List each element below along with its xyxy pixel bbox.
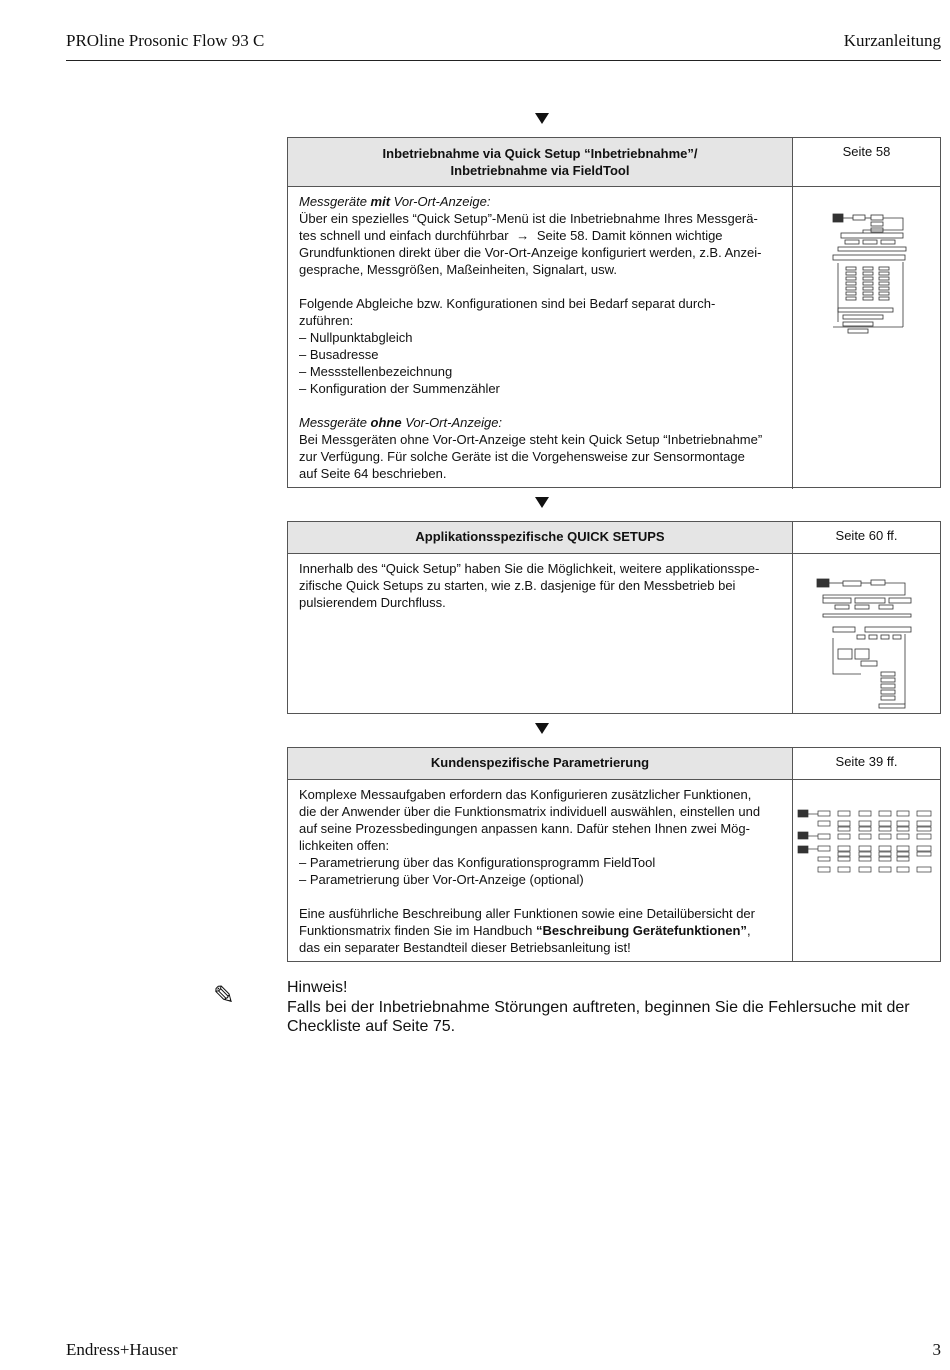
text-line: Eine ausführliche Beschreibung aller Funktionen sowie eine Detailübersicht der — [299, 906, 755, 921]
brand-logo-text: Endress+Hauser — [66, 1340, 178, 1359]
function-matrix-diagram-thumbnail — [793, 780, 940, 962]
text-line: Funktionsmatrix finden Sie im Handbuch “Beschreibung Gerätefunktionen”, — [299, 923, 751, 938]
step-description — [288, 554, 793, 714]
text-line: gesprache, Messgrößen, Maßeinheiten, Signalart, usw. — [299, 262, 617, 277]
step-title — [288, 138, 793, 186]
step-box-application-setups — [287, 521, 941, 714]
list-item: – Konfiguration der Summenzähler — [299, 381, 500, 396]
text-line: das ein separater Bestandteil dieser Betriebsanleitung ist! — [299, 940, 631, 955]
note-text-line: Falls bei der Inbetriebnahme Störungen auftreten, beginnen Sie die Fehlersuche mit der — [287, 998, 910, 1016]
down-arrow-icon — [535, 113, 549, 124]
arrow-right-icon: → — [516, 228, 530, 243]
step-box-commissioning — [287, 137, 941, 488]
step-title-line: Inbetriebnahme via Quick Setup “Inbetriebnahme”/ — [382, 146, 698, 161]
down-arrow-icon — [535, 497, 549, 508]
step-title-line: Inbetriebnahme via FieldTool — [450, 163, 630, 178]
subheading-without-display: Messgeräte ohne Vor-Ort-Anzeige: — [299, 415, 503, 430]
text-line: zur Verfügung. Für solche Geräte ist die Vorgehensweise zur Sensormontage — [299, 449, 745, 464]
application-setup-diagram-thumbnail — [793, 554, 940, 714]
note-title: Hinweis! — [287, 979, 348, 996]
note-text-line: Checkliste auf Seite 75. — [287, 1018, 456, 1035]
text-line: pulsierendem Durchfluss. — [299, 595, 446, 610]
quick-setup-diagram-thumbnail — [793, 187, 940, 489]
document-title: PROline Prosonic Flow 93 C — [66, 31, 265, 50]
page-reference: Seite 58 — [842, 144, 891, 159]
text-line: lichkeiten offen: — [299, 838, 390, 853]
list-item: – Parametrierung über Vor-Ort-Anzeige (optional) — [299, 872, 584, 887]
text-line: Folgende Abgleiche bzw. Konfigurationen sind bei Bedarf separat durch- — [299, 296, 716, 311]
pencil-icon: ✎ — [213, 980, 235, 1010]
list-item: – Messstellenbezeichnung — [299, 364, 453, 379]
subheading-with-display: Messgeräte mit Vor-Ort-Anzeige: — [299, 194, 491, 209]
step-description — [288, 187, 793, 489]
text-line: Grundfunktionen direkt über die Vor-Ort-Anzeige konfiguriert werden, z.B. Anzei- — [299, 245, 762, 260]
step-description — [288, 780, 793, 962]
text-line: die der Anwender über die Funktionsmatrix individuell auswählen, einstellen und — [299, 804, 761, 819]
note — [287, 978, 942, 1037]
text-line: Innerhalb des “Quick Setup” haben Sie die Möglichkeit, weitere applikationsspe- — [299, 561, 760, 576]
text-line: auf Seite 64 beschrieben. — [299, 466, 447, 481]
step-box-custom-configuration — [287, 747, 941, 962]
text-line: zifische Quick Setups zu starten, wie z.B. dasjenige für den Messbetrieb bei — [299, 578, 736, 593]
page-number: 3 — [932, 1340, 941, 1359]
header-rule — [66, 60, 941, 61]
text-line: Komplexe Messaufgaben erfordern das Konfigurieren zusätzlicher Funktionen, — [299, 787, 752, 802]
text-line: tes schnell und einfach durchführbar → Seite 58. Damit können wichtige — [299, 228, 723, 243]
down-arrow-icon — [535, 723, 549, 734]
page-reference: Seite 39 ff. — [835, 754, 898, 769]
list-item: – Nullpunktabgleich — [299, 330, 413, 345]
section-title: Kurzanleitung — [843, 31, 941, 50]
list-item: – Parametrierung über das Konfigurationsprogramm FieldTool — [299, 855, 656, 870]
page-reference: Seite 60 ff. — [835, 528, 898, 543]
text-line: zuführen: — [299, 313, 354, 328]
step-title: Kundenspezifische Parametrierung — [288, 748, 793, 779]
text-line: auf seine Prozessbedingungen anpassen kann. Dafür stehen Ihnen zwei Mög- — [299, 821, 750, 836]
step-title: Applikationsspezifische QUICK SETUPS — [288, 522, 793, 553]
text-line: Über ein spezielles “Quick Setup”-Menü ist die Inbetriebnahme Ihres Messgerä- — [299, 211, 758, 226]
text-line: Bei Messgeräten ohne Vor-Ort-Anzeige steht kein Quick Setup “Inbetriebnahme” — [299, 432, 763, 447]
list-item: – Busadresse — [299, 347, 379, 362]
